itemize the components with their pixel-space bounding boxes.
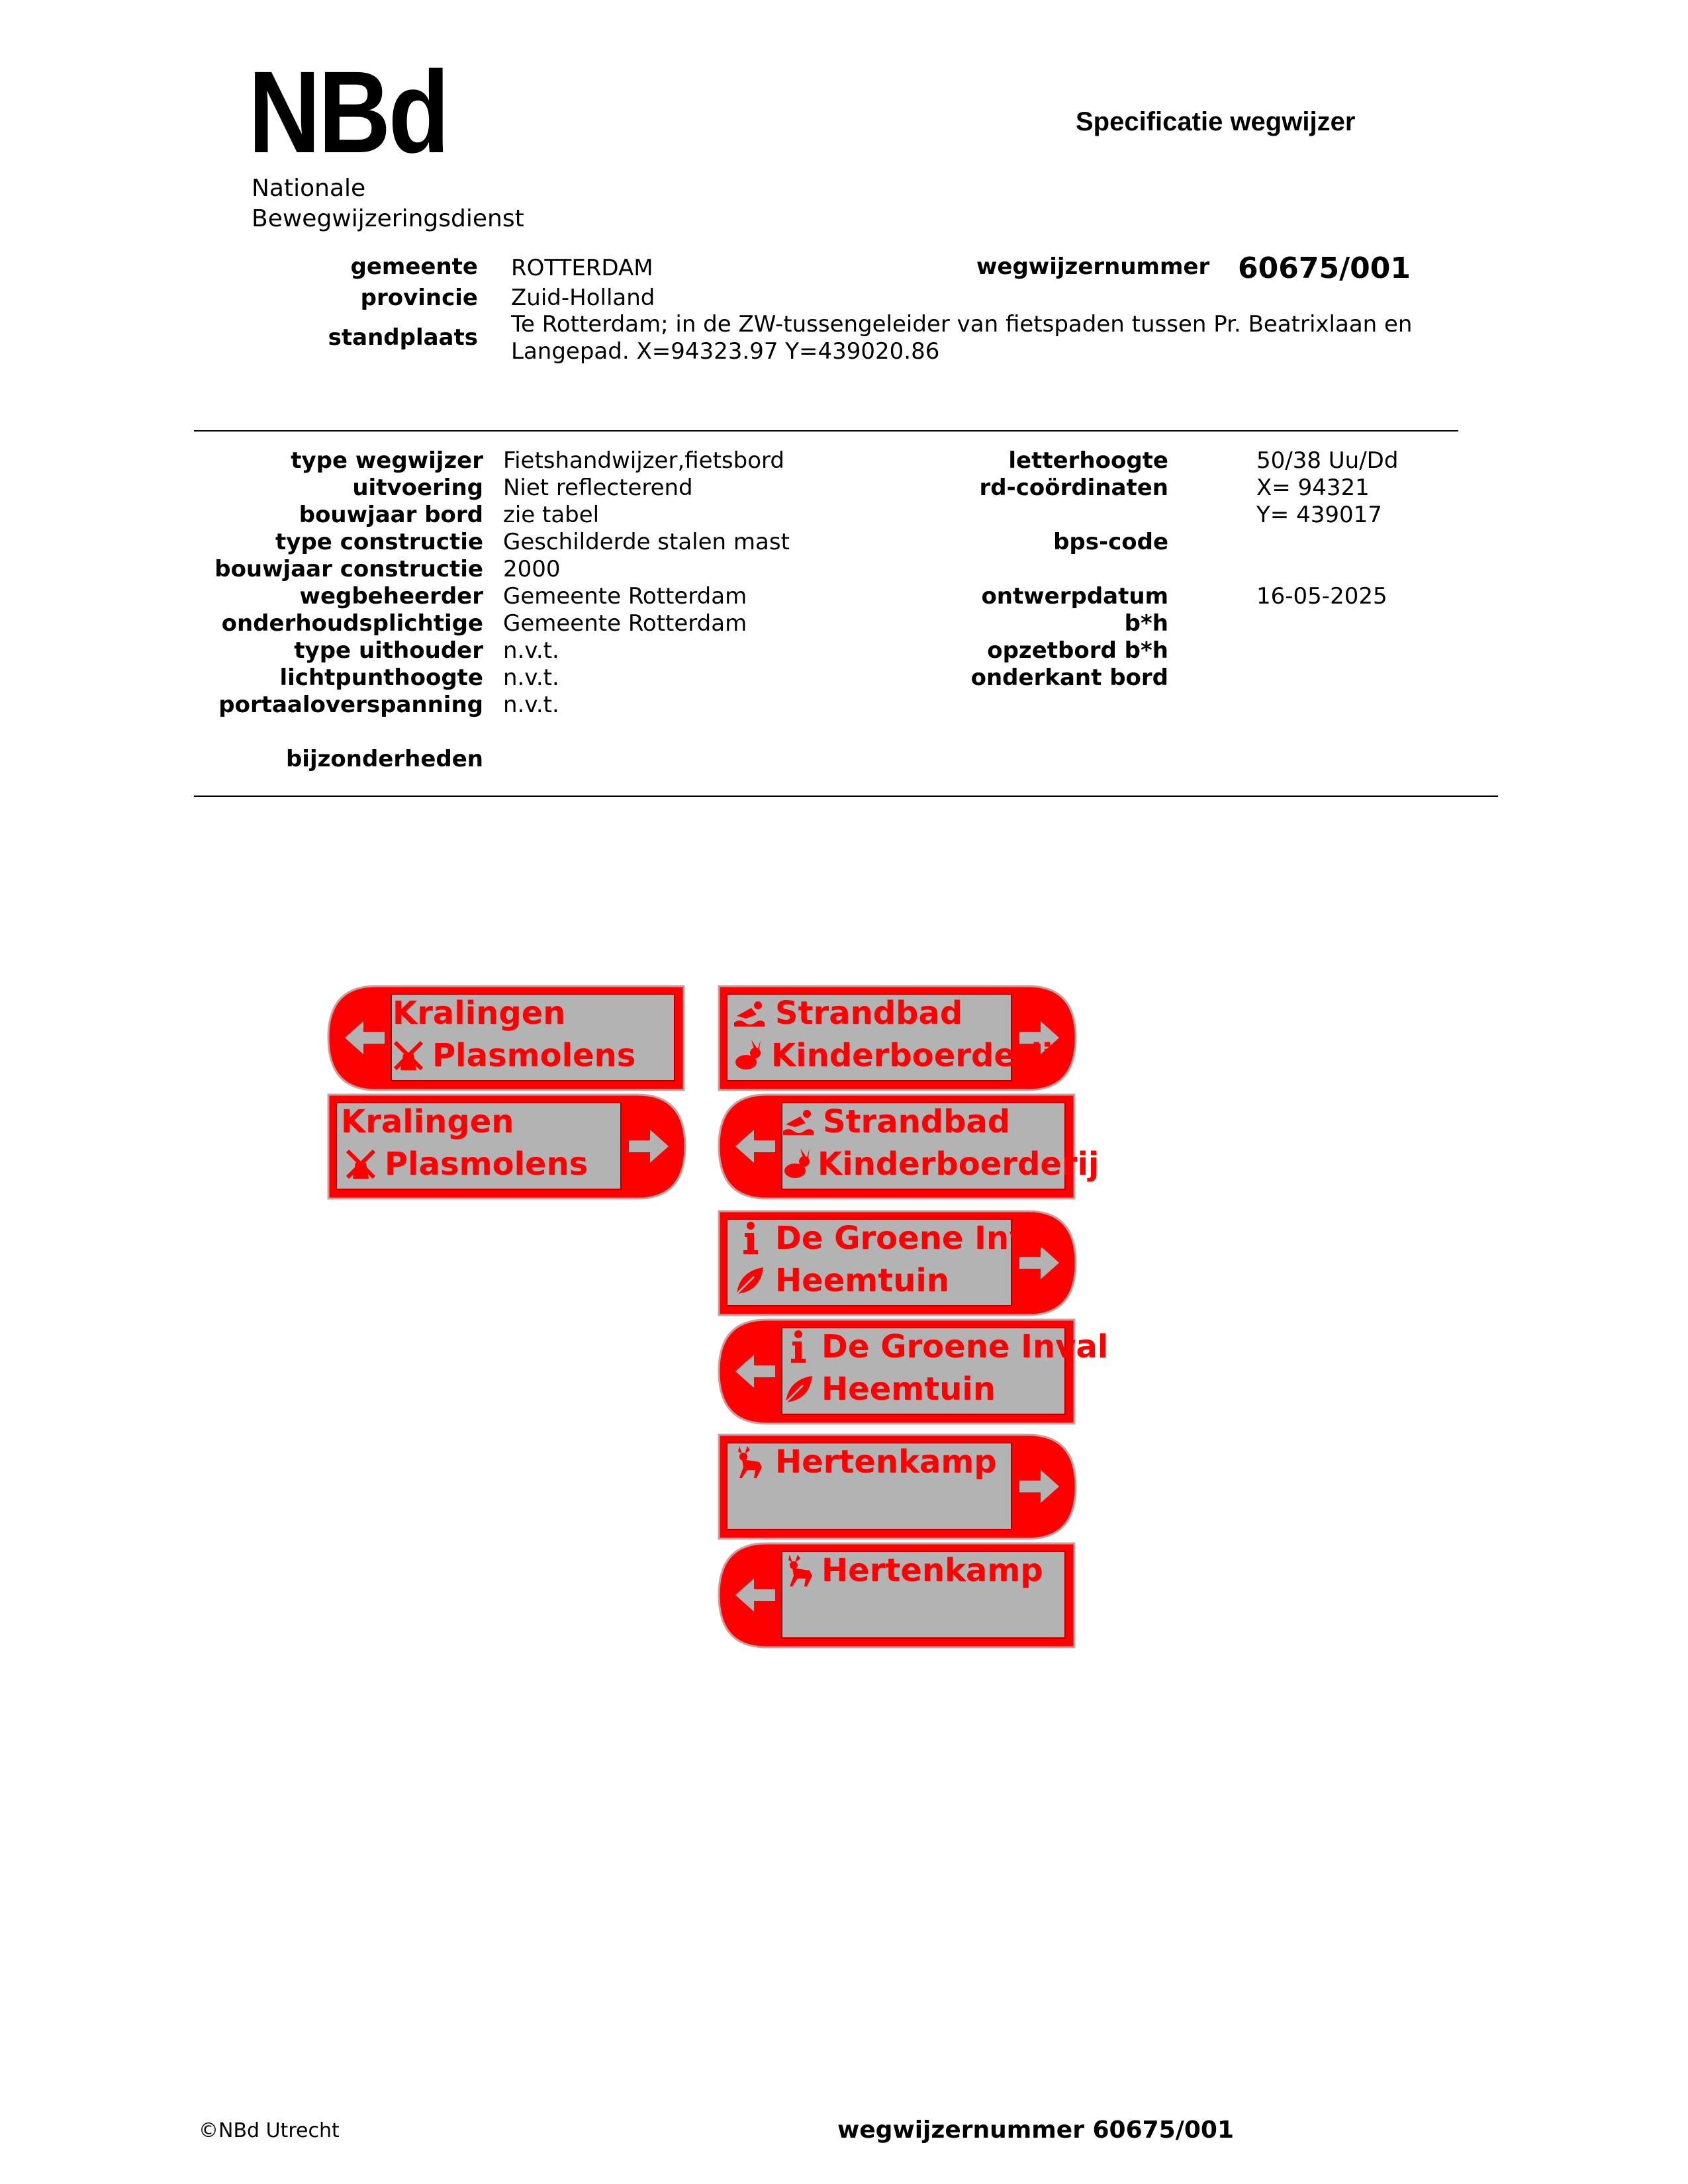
leaf-icon bbox=[734, 1265, 766, 1297]
specs-right bbox=[927, 447, 1523, 692]
specs-right-row bbox=[927, 556, 1523, 583]
sign-hertenkamp-left bbox=[717, 1541, 1078, 1649]
sign-hertenkamp-right bbox=[717, 1433, 1078, 1541]
gemeente-value: ROTTERDAM bbox=[511, 255, 653, 281]
specs-left-row bbox=[199, 583, 927, 610]
spec-value: Niet reflecterend bbox=[503, 475, 693, 501]
leaf-icon bbox=[783, 1373, 815, 1405]
org-line-1: Nationale bbox=[252, 175, 366, 202]
sign-line-2: Kinderboerderij bbox=[818, 1146, 1100, 1183]
org-line-2: Bewegwijzeringsdienst bbox=[252, 205, 524, 232]
sign-line-2: Kinderboerderij bbox=[771, 1037, 1053, 1074]
specs-left bbox=[199, 447, 927, 773]
spec-value: Gemeente Rotterdam bbox=[503, 583, 747, 610]
spec-label: rd-coördinaten bbox=[979, 475, 1168, 501]
spec-value: Geschilderde stalen mast bbox=[503, 529, 790, 555]
sign-strandbad-right bbox=[717, 984, 1078, 1092]
spec-label: ontwerpdatum bbox=[981, 583, 1168, 610]
org-name bbox=[252, 173, 524, 234]
specs-left-row bbox=[199, 556, 927, 583]
spec-label: wegbeheerder bbox=[299, 583, 483, 610]
spec-label: type constructie bbox=[275, 529, 483, 555]
spec-label: bouwjaar bord bbox=[299, 502, 483, 528]
specs-left-row bbox=[199, 637, 927, 664]
sign-kralingen-right bbox=[326, 1093, 687, 1201]
spec-value: n.v.t. bbox=[503, 692, 559, 718]
divider-top bbox=[194, 430, 1458, 432]
nbd-logo: NBd bbox=[248, 48, 447, 177]
specs-right-row bbox=[927, 664, 1523, 692]
standplaats-line-2: Langepad. X=94323.97 Y=439020.86 bbox=[511, 338, 940, 365]
spec-value: Gemeente Rotterdam bbox=[503, 610, 747, 637]
footer-copyright: ©NBd Utrecht bbox=[199, 2119, 340, 2142]
sign-strandbad-left bbox=[717, 1093, 1100, 1201]
provincie-value: Zuid-Holland bbox=[511, 285, 655, 311]
info-icon bbox=[788, 1330, 808, 1364]
spec-value: X= 94321 bbox=[1256, 475, 1370, 501]
specs-right-row bbox=[927, 447, 1523, 475]
spec-label: onderkant bord bbox=[970, 664, 1168, 691]
spec-value: n.v.t. bbox=[503, 664, 559, 691]
sign-groene-inval-right bbox=[717, 1209, 1078, 1317]
sign-kralingen-left bbox=[326, 984, 687, 1092]
spec-label: bouwjaar constructie bbox=[214, 556, 483, 582]
info-icon bbox=[741, 1221, 761, 1255]
spec-label: lichtpunthoogte bbox=[279, 664, 483, 691]
specs-left-row bbox=[199, 746, 927, 773]
specs-left-row bbox=[199, 692, 927, 719]
sign-line-2: Plasmolens bbox=[432, 1037, 636, 1074]
spec-label: bijzonderheden bbox=[285, 746, 483, 772]
sign-line-1: Kralingen bbox=[393, 995, 566, 1032]
sign-line-2: Plasmolens bbox=[385, 1146, 588, 1183]
sign-line-1: De Groene Inval bbox=[821, 1328, 1109, 1365]
wegwijzernummer-value: 60675/001 bbox=[1238, 251, 1411, 285]
gemeente-label: gemeente bbox=[350, 253, 478, 280]
footer-number: wegwijzernummer 60675/001 bbox=[837, 2116, 1235, 2144]
sign-line-1: De Groene Inval bbox=[775, 1220, 1062, 1257]
specs-left-row bbox=[199, 529, 927, 556]
sign-line-1: Strandbad bbox=[823, 1103, 1011, 1140]
spec-label: letterhoogte bbox=[1008, 447, 1168, 474]
specs-left-row bbox=[199, 447, 927, 475]
standplaats-label: standplaats bbox=[328, 324, 478, 351]
spec-value: n.v.t. bbox=[503, 637, 559, 664]
swimmer-icon bbox=[782, 1107, 815, 1136]
provincie-label: provincie bbox=[360, 285, 478, 311]
divider-bottom bbox=[194, 796, 1498, 797]
sign-line-2: Heemtuin bbox=[775, 1262, 950, 1299]
rabbit-icon bbox=[782, 1148, 814, 1180]
spec-label: uitvoering bbox=[352, 475, 483, 501]
sign-groene-inval-left bbox=[717, 1318, 1109, 1426]
spec-label: type uithouder bbox=[294, 637, 483, 664]
specs-right-row bbox=[927, 610, 1523, 637]
spec-label: portaaloverspanning bbox=[218, 692, 483, 718]
specs-left-row bbox=[199, 664, 927, 692]
sign-line-1: Hertenkamp bbox=[821, 1552, 1043, 1589]
specs-left-row bbox=[199, 475, 927, 502]
spec-label: b*h bbox=[1124, 610, 1168, 637]
spec-label: type wegwijzer bbox=[291, 447, 483, 474]
document-title: Specificatie wegwijzer bbox=[1076, 107, 1356, 136]
rabbit-icon bbox=[733, 1040, 765, 1071]
specs-left-row bbox=[199, 610, 927, 637]
sign-line-1: Kralingen bbox=[341, 1103, 514, 1140]
spec-value: 50/38 Uu/Dd bbox=[1256, 447, 1399, 474]
spec-label: opzetbord b*h bbox=[987, 637, 1168, 664]
specs-left-row bbox=[199, 719, 927, 746]
specs-right-row bbox=[927, 583, 1523, 610]
windmill-icon bbox=[393, 1040, 424, 1071]
sign-line-1: Strandbad bbox=[775, 995, 963, 1032]
spec-value: zie tabel bbox=[503, 502, 600, 528]
spec-value: 16-05-2025 bbox=[1256, 583, 1387, 610]
specs-left-row bbox=[199, 502, 927, 529]
spec-value: Fietshandwijzer,fietsbord bbox=[503, 447, 784, 474]
sign-line-2: Heemtuin bbox=[821, 1371, 996, 1408]
specs-right-row bbox=[927, 475, 1523, 502]
sign-line-1: Hertenkamp bbox=[775, 1443, 997, 1480]
standplaats-line-1: Te Rotterdam; in de ZW-tussengeleider van fietspaden tussen Pr. Beatrixlaan en bbox=[511, 311, 1413, 338]
specs-right-row bbox=[927, 637, 1523, 664]
specs-right-row bbox=[927, 529, 1523, 556]
swimmer-icon bbox=[733, 999, 766, 1028]
deer-icon bbox=[783, 1553, 815, 1588]
spec-label: bps-code bbox=[1053, 529, 1168, 555]
deer-icon bbox=[733, 1445, 765, 1479]
spec-label: onderhoudsplichtige bbox=[221, 610, 483, 637]
windmill-icon bbox=[345, 1148, 377, 1180]
specs-right-row bbox=[927, 502, 1523, 529]
spec-value: Y= 439017 bbox=[1256, 502, 1382, 528]
spec-value: 2000 bbox=[503, 556, 561, 582]
wegwijzernummer-label: wegwijzernummer bbox=[976, 253, 1210, 280]
